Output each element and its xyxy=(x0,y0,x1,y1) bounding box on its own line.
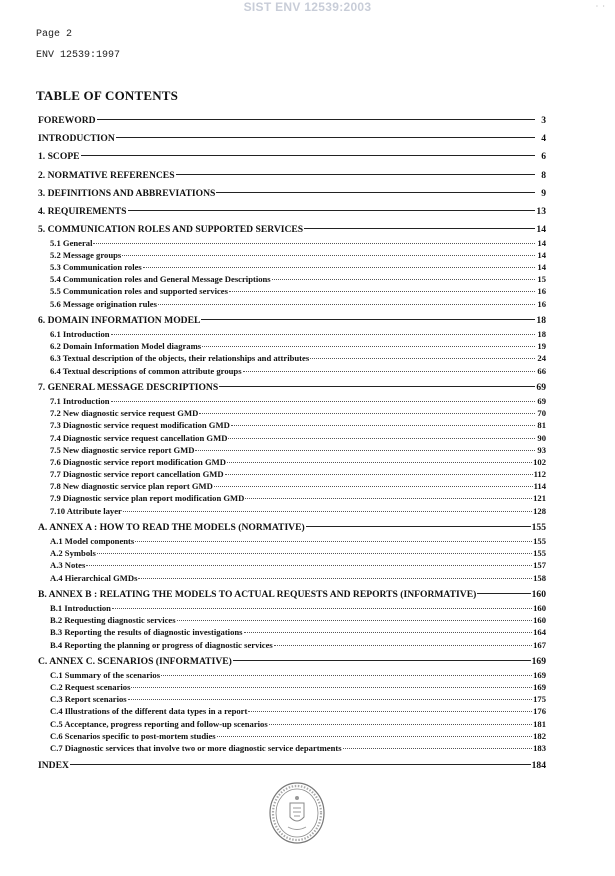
toc-entry-title: 5. COMMUNICATION ROLES AND SUPPORTED SERVICES xyxy=(38,224,304,236)
toc-subentry xyxy=(38,468,546,480)
toc-subentry-title: A.3 Notes xyxy=(50,560,86,571)
toc-dot-leader xyxy=(202,346,535,347)
toc-dot-leader xyxy=(248,711,532,712)
toc-leader-line xyxy=(70,764,531,765)
toc-section-2-normative-references xyxy=(38,169,546,183)
toc-subentry-title: C.4 Illustrations of the different data types in a report xyxy=(50,706,248,717)
toc-subentry-page: 175 xyxy=(533,694,546,705)
toc-subentry-page: 167 xyxy=(533,639,546,650)
toc-subentry xyxy=(38,505,546,517)
toc-subentry-page: 14 xyxy=(537,237,546,248)
toc-dot-leader xyxy=(131,687,532,688)
toc-leader-line xyxy=(81,155,535,156)
toc-subentry-title: 5.4 Communication roles and General Message Descriptions xyxy=(50,274,271,285)
toc-subentry-title: B.2 Requesting diagnostic services xyxy=(50,615,176,626)
toc-dot-leader xyxy=(97,553,532,554)
toc-entry xyxy=(38,655,546,669)
toc-subentry-page: 181 xyxy=(533,718,546,729)
toc-subentry xyxy=(38,669,546,681)
toc-dot-leader xyxy=(195,450,535,451)
toc-leader-line xyxy=(216,192,535,193)
toc-subentry-page: 182 xyxy=(533,730,546,741)
toc-dot-leader xyxy=(93,243,535,244)
toc-entry-page: 18 xyxy=(536,315,546,327)
toc-subentry-page: 69 xyxy=(537,395,546,406)
toc-dot-leader xyxy=(86,565,532,566)
toc-subentry xyxy=(38,572,546,584)
toc-subentry xyxy=(38,535,546,547)
toc-dot-leader xyxy=(231,425,535,426)
toc-entry-title: 1. SCOPE xyxy=(38,151,80,163)
toc-dot-leader xyxy=(343,748,533,749)
toc-title: TABLE OF CONTENTS xyxy=(36,88,179,103)
toc-subentry xyxy=(38,365,546,377)
toc-entry-title: C. ANNEX C. SCENARIOS (INFORMATIVE) xyxy=(38,656,232,668)
toc-dot-leader xyxy=(111,334,535,335)
toc-entry-page: 155 xyxy=(531,522,546,534)
toc-subentry-title: A.1 Model components xyxy=(50,536,135,547)
toc-subentry-page: 112 xyxy=(533,469,546,480)
toc-dot-leader xyxy=(228,438,535,439)
toc-subentry-page: 155 xyxy=(533,548,546,559)
scan-specks: · · xyxy=(595,2,605,11)
toc-entry-page: 8 xyxy=(541,169,546,181)
watermark-banner: SIST ENV 12539:2003 xyxy=(243,0,372,14)
toc-entry-title: 4. REQUIREMENTS xyxy=(38,205,127,217)
toc-subentry-page: 155 xyxy=(533,536,546,547)
toc-entry xyxy=(38,205,546,219)
toc-subentry-title: B.4 Reporting the planning or progress of diagnostic services xyxy=(50,639,273,650)
toc-section-index xyxy=(38,759,546,773)
toc-subentry-title: 7.7 Diagnostic service report cancellation GMD xyxy=(50,469,224,480)
toc-subentry xyxy=(38,693,546,705)
toc-subentry xyxy=(38,273,546,285)
toc-section-6-domain-information-model xyxy=(38,314,546,376)
toc-subentry-page: 93 xyxy=(537,444,546,455)
toc-subentry-title: C.6 Scenarios specific to post-mortem studies xyxy=(50,730,216,741)
toc-subentry-title: 7.9 Diagnostic service plan report modification GMD xyxy=(50,493,245,504)
toc-entry-title: INDEX xyxy=(38,759,69,771)
toc-entry-page: 3 xyxy=(541,115,546,126)
toc-subentry xyxy=(38,419,546,431)
toc-subentry-title: 7.6 Diagnostic service report modification GMD xyxy=(50,456,226,467)
toc-subentry xyxy=(38,492,546,504)
toc-subentry xyxy=(38,602,546,614)
table-of-contents xyxy=(38,114,546,777)
toc-dot-leader xyxy=(229,291,535,292)
toc-subentry-title: B.1 Introduction xyxy=(50,602,111,613)
toc-subentry-page: 160 xyxy=(533,615,546,626)
toc-subentry-page: 14 xyxy=(537,262,546,273)
toc-dot-leader xyxy=(227,462,532,463)
toc-subentry-title: B.3 Reporting the results of diagnostic investigations xyxy=(50,627,243,638)
toc-subentry-page: 114 xyxy=(533,481,546,492)
toc-entry-title: INTRODUCTION xyxy=(38,133,115,145)
toc-subentry xyxy=(38,249,546,261)
toc-leader-line xyxy=(201,319,535,320)
toc-entry-page: 4 xyxy=(541,133,546,145)
toc-entry xyxy=(38,223,546,237)
toc-subentry-title: 7.1 Introduction xyxy=(50,395,110,406)
toc-dot-leader xyxy=(128,699,532,700)
toc-entry-title: B. ANNEX B : RELATING THE MODELS TO ACTUAL REQUESTS AND REPORTS (INFORMATIVE) xyxy=(38,589,477,601)
toc-leader-line xyxy=(176,174,535,175)
toc-subentry xyxy=(38,328,546,340)
page-number: Page 2 xyxy=(36,29,73,40)
toc-entry-title: 7. GENERAL MESSAGE DESCRIPTIONS xyxy=(38,382,219,394)
toc-dot-leader xyxy=(243,371,535,372)
toc-subentry xyxy=(38,456,546,468)
toc-subentry-page: 81 xyxy=(537,420,546,431)
toc-dot-leader xyxy=(269,724,532,725)
toc-subentry-title: 7.4 Diagnostic service request cancellation GMD xyxy=(50,432,228,443)
toc-subentry-page: 16 xyxy=(537,298,546,309)
toc-subentry-page: 18 xyxy=(537,329,546,340)
toc-subentry-title: 6.1 Introduction xyxy=(50,329,110,340)
toc-subentry-page: 169 xyxy=(533,682,546,693)
toc-subentry-title: 7.8 New diagnostic service plan report GMD xyxy=(50,481,213,492)
toc-subentry-page: 169 xyxy=(533,669,546,680)
toc-subentry-page: 70 xyxy=(537,408,546,419)
toc-entry xyxy=(38,759,546,773)
toc-dot-leader xyxy=(274,645,532,646)
toc-dot-leader xyxy=(272,279,535,280)
toc-subentry xyxy=(38,407,546,419)
toc-subentry-title: 5.3 Communication roles xyxy=(50,262,142,273)
toc-entry xyxy=(38,114,546,128)
toc-dot-leader xyxy=(138,578,532,579)
toc-subentry xyxy=(38,742,546,754)
toc-subentry-page: 19 xyxy=(537,341,546,352)
toc-subentry-page: 158 xyxy=(533,572,546,583)
toc-subentry xyxy=(38,395,546,407)
toc-subentry xyxy=(38,298,546,310)
toc-subentry xyxy=(38,639,546,651)
toc-leader-line xyxy=(97,119,535,120)
toc-entry-page: 14 xyxy=(536,224,546,236)
toc-subentry xyxy=(38,614,546,626)
toc-subentry xyxy=(38,718,546,730)
toc-leader-line xyxy=(306,526,531,527)
toc-entry-title: 3. DEFINITIONS AND ABBREVIATIONS xyxy=(38,187,216,199)
toc-entry xyxy=(38,314,546,328)
toc-dot-leader xyxy=(143,267,535,268)
toc-subentry-title: C.7 Diagnostic services that involve two or more diagnostic service departments xyxy=(50,743,342,754)
toc-entry-title: FOREWORD xyxy=(38,115,96,126)
toc-entry-page: 169 xyxy=(531,656,546,668)
toc-entry xyxy=(38,132,546,146)
toc-subentry-title: C.1 Summary of the scenarios xyxy=(50,669,161,680)
toc-subentry-page: 15 xyxy=(537,274,546,285)
toc-subentry-title: C.2 Request scenarios xyxy=(50,682,131,693)
toc-subentry-page: 90 xyxy=(537,432,546,443)
toc-subentry-title: C.3 Report scenarios xyxy=(50,694,127,705)
toc-subentry-title: 6.2 Domain Information Model diagrams xyxy=(50,341,202,352)
toc-subentry xyxy=(38,547,546,559)
toc-dot-leader xyxy=(111,401,535,402)
toc-section-7-general-message-descriptions xyxy=(38,381,546,516)
toc-subentry xyxy=(38,261,546,273)
toc-subentry-page: 157 xyxy=(533,560,546,571)
official-seal-icon xyxy=(268,781,326,845)
toc-entry-page: 160 xyxy=(531,589,546,601)
toc-section-foreword xyxy=(38,114,546,128)
toc-entry xyxy=(38,187,546,201)
toc-subentry-page: 24 xyxy=(537,353,546,364)
toc-dot-leader xyxy=(112,608,532,609)
toc-section-a-annex-a-how-to-read-the-models-normative xyxy=(38,521,546,583)
toc-subentry-page: 176 xyxy=(533,706,546,717)
toc-subentry-page: 102 xyxy=(533,456,546,467)
toc-subentry-title: 5.1 General xyxy=(50,237,93,248)
toc-subentry xyxy=(38,480,546,492)
toc-leader-line xyxy=(219,386,535,387)
toc-subentry xyxy=(38,705,546,717)
toc-entry xyxy=(38,588,546,602)
toc-subentry-title: 6.4 Textual descriptions of common attribute groups xyxy=(50,365,242,376)
toc-section-3-definitions-and-abbreviations xyxy=(38,187,546,201)
toc-section-introduction xyxy=(38,132,546,146)
toc-entry xyxy=(38,381,546,395)
toc-subentry xyxy=(38,444,546,456)
toc-subentry-title: 7.5 New diagnostic service report GMD xyxy=(50,444,195,455)
toc-dot-leader xyxy=(122,255,535,256)
toc-subentry-page: 121 xyxy=(533,493,546,504)
toc-subentry xyxy=(38,626,546,638)
toc-subentry-title: 5.2 Message groups xyxy=(50,249,122,260)
toc-subentry-page: 183 xyxy=(533,743,546,754)
toc-section-c-annex-c-scenarios-informative xyxy=(38,655,546,754)
toc-entry-title: A. ANNEX A : HOW TO READ THE MODELS (NORMATIVE) xyxy=(38,522,305,534)
toc-entry xyxy=(38,150,546,164)
toc-dot-leader xyxy=(245,498,532,499)
toc-subentry-page: 164 xyxy=(533,627,546,638)
toc-subentry-title: 7.10 Attribute layer xyxy=(50,505,122,516)
toc-entry xyxy=(38,521,546,535)
toc-dot-leader xyxy=(158,304,535,305)
toc-subentry-title: 7.3 Diagnostic service request modification GMD xyxy=(50,420,230,431)
toc-dot-leader xyxy=(244,632,533,633)
toc-entry-page: 6 xyxy=(541,151,546,163)
toc-section-5-communication-roles-and-supported-services xyxy=(38,223,546,310)
toc-section-4-requirements xyxy=(38,205,546,219)
toc-subentry-page: 160 xyxy=(533,602,546,613)
toc-subentry-page: 128 xyxy=(533,505,546,516)
toc-leader-line xyxy=(128,210,536,211)
toc-leader-line xyxy=(116,137,535,138)
toc-dot-leader xyxy=(135,541,532,542)
toc-entry-title: 2. NORMATIVE REFERENCES xyxy=(38,169,175,181)
toc-dot-leader xyxy=(214,486,533,487)
toc-entry-page: 184 xyxy=(531,759,546,771)
toc-dot-leader xyxy=(225,474,533,475)
toc-subentry xyxy=(38,432,546,444)
toc-subentry-title: 6.3 Textual description of the objects, their relationships and attributes xyxy=(50,353,310,364)
toc-entry-page: 9 xyxy=(541,187,546,199)
toc-leader-line xyxy=(477,593,530,594)
toc-subentry xyxy=(38,681,546,693)
toc-subentry-page: 16 xyxy=(537,286,546,297)
toc-leader-line xyxy=(233,660,531,661)
toc-dot-leader xyxy=(123,511,532,512)
toc-subentry-page: 66 xyxy=(537,365,546,376)
toc-dot-leader xyxy=(161,675,532,676)
toc-subentry-title: A.2 Symbols xyxy=(50,548,96,559)
toc-leader-line xyxy=(304,228,535,229)
toc-subentry-title: 5.6 Message origination rules xyxy=(50,298,157,309)
toc-subentry xyxy=(38,285,546,297)
toc-subentry xyxy=(38,237,546,249)
toc-subentry xyxy=(38,730,546,742)
toc-entry-page: 69 xyxy=(536,382,546,394)
toc-subentry xyxy=(38,340,546,352)
toc-dot-leader xyxy=(177,620,533,621)
toc-section-b-annex-b-relating-the-models-to-actual-requests xyxy=(38,588,546,650)
toc-subentry-title: 5.5 Communication roles and supported services xyxy=(50,286,228,297)
toc-entry xyxy=(38,169,546,183)
toc-subentry-title: A.4 Hierarchical GMDs xyxy=(50,572,138,583)
toc-subentry-title: 7.2 New diagnostic service request GMD xyxy=(50,408,199,419)
toc-subentry-title: C.5 Acceptance, progress reporting and follow-up scenarios xyxy=(50,718,268,729)
toc-subentry xyxy=(38,559,546,571)
toc-entry-page: 13 xyxy=(536,205,546,217)
toc-section-1-scope xyxy=(38,150,546,164)
document-id: ENV 12539:1997 xyxy=(36,50,121,61)
toc-entry-title: 6. DOMAIN INFORMATION MODEL xyxy=(38,315,201,327)
toc-dot-leader xyxy=(199,413,535,414)
toc-subentry xyxy=(38,352,546,364)
toc-subentry-page: 14 xyxy=(537,249,546,260)
toc-dot-leader xyxy=(310,358,535,359)
toc-dot-leader xyxy=(217,736,532,737)
